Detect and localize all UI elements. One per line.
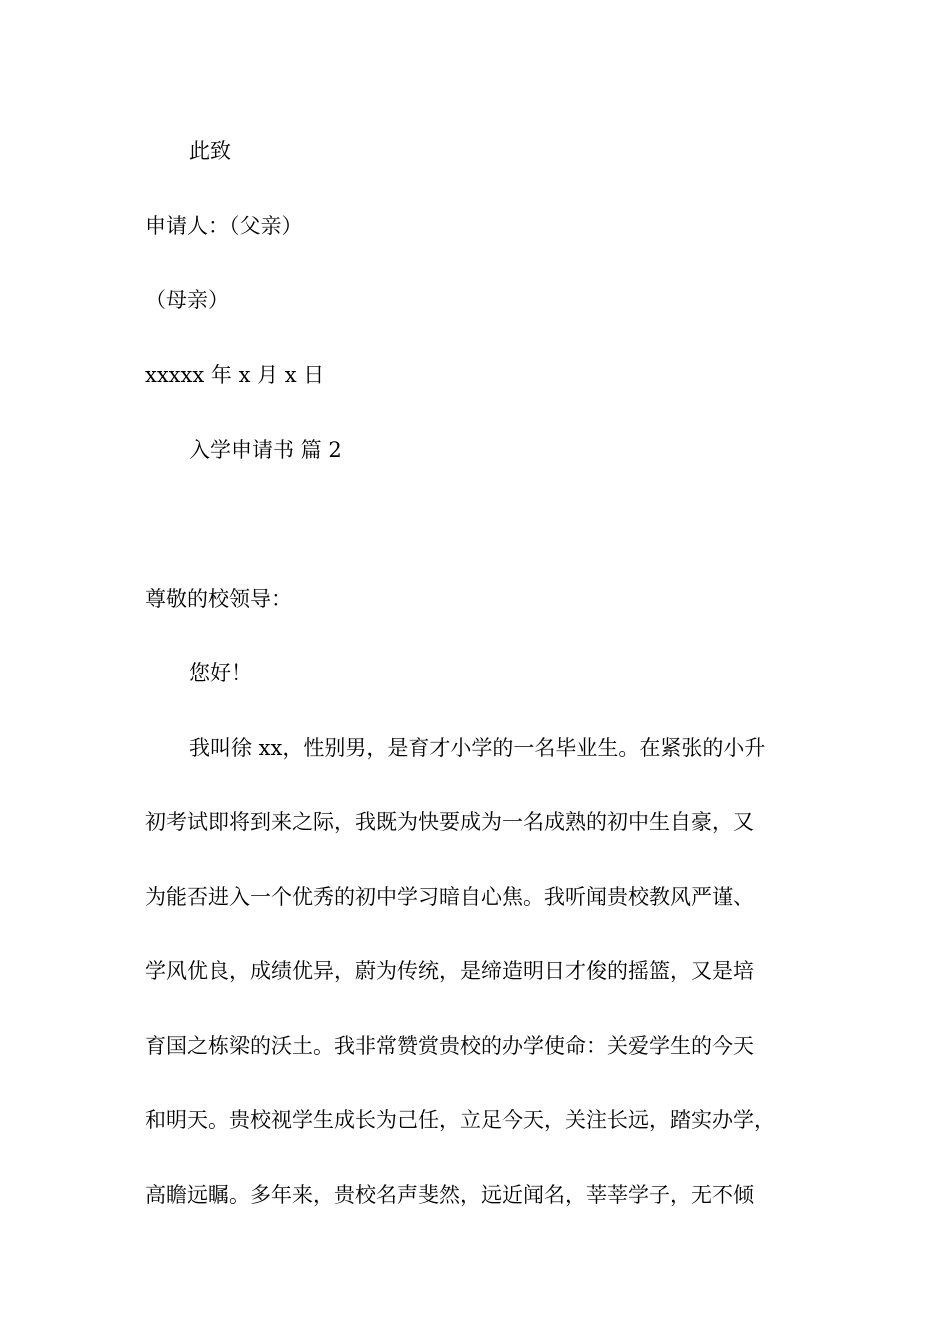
date-line: xxxxx 年 x 月 x 日 xyxy=(145,363,325,387)
mother-line: （母亲） xyxy=(145,288,229,312)
salutation: 尊敬的校领导： xyxy=(145,587,292,611)
applicant-line: 申请人：（父亲） xyxy=(145,214,303,238)
body-line: 高瞻远瞩。多年来，贵校名声斐然，远近闻名，莘莘学子，无不倾 xyxy=(145,1183,754,1207)
body-line: 我叫徐 xx，性别男，是育才小学的一名毕业生。在紧张的小升 xyxy=(189,736,766,760)
section-title: 入学申请书 篇 2 xyxy=(189,438,342,462)
body-line: 育国之栋梁的沃土。我非常赞赏贵校的办学使命：关爱学生的今天 xyxy=(145,1034,754,1058)
greeting: 您好！ xyxy=(189,661,252,685)
body-line: 和明天。贵校视学生成长为己任，立足今天，关注长远，踏实办学， xyxy=(145,1108,775,1132)
body-line: 学风优良，成绩优异，蔚为传统，是缔造明日才俊的摇篮，又是培 xyxy=(145,959,754,983)
body-line: 为能否进入一个优秀的初中学习暗自心焦。我听闻贵校教风严谨、 xyxy=(145,885,754,909)
body-line: 初考试即将到来之际，我既为快要成为一名成熟的初中生自豪，又 xyxy=(145,810,754,834)
closing-text: 此致 xyxy=(189,139,231,163)
